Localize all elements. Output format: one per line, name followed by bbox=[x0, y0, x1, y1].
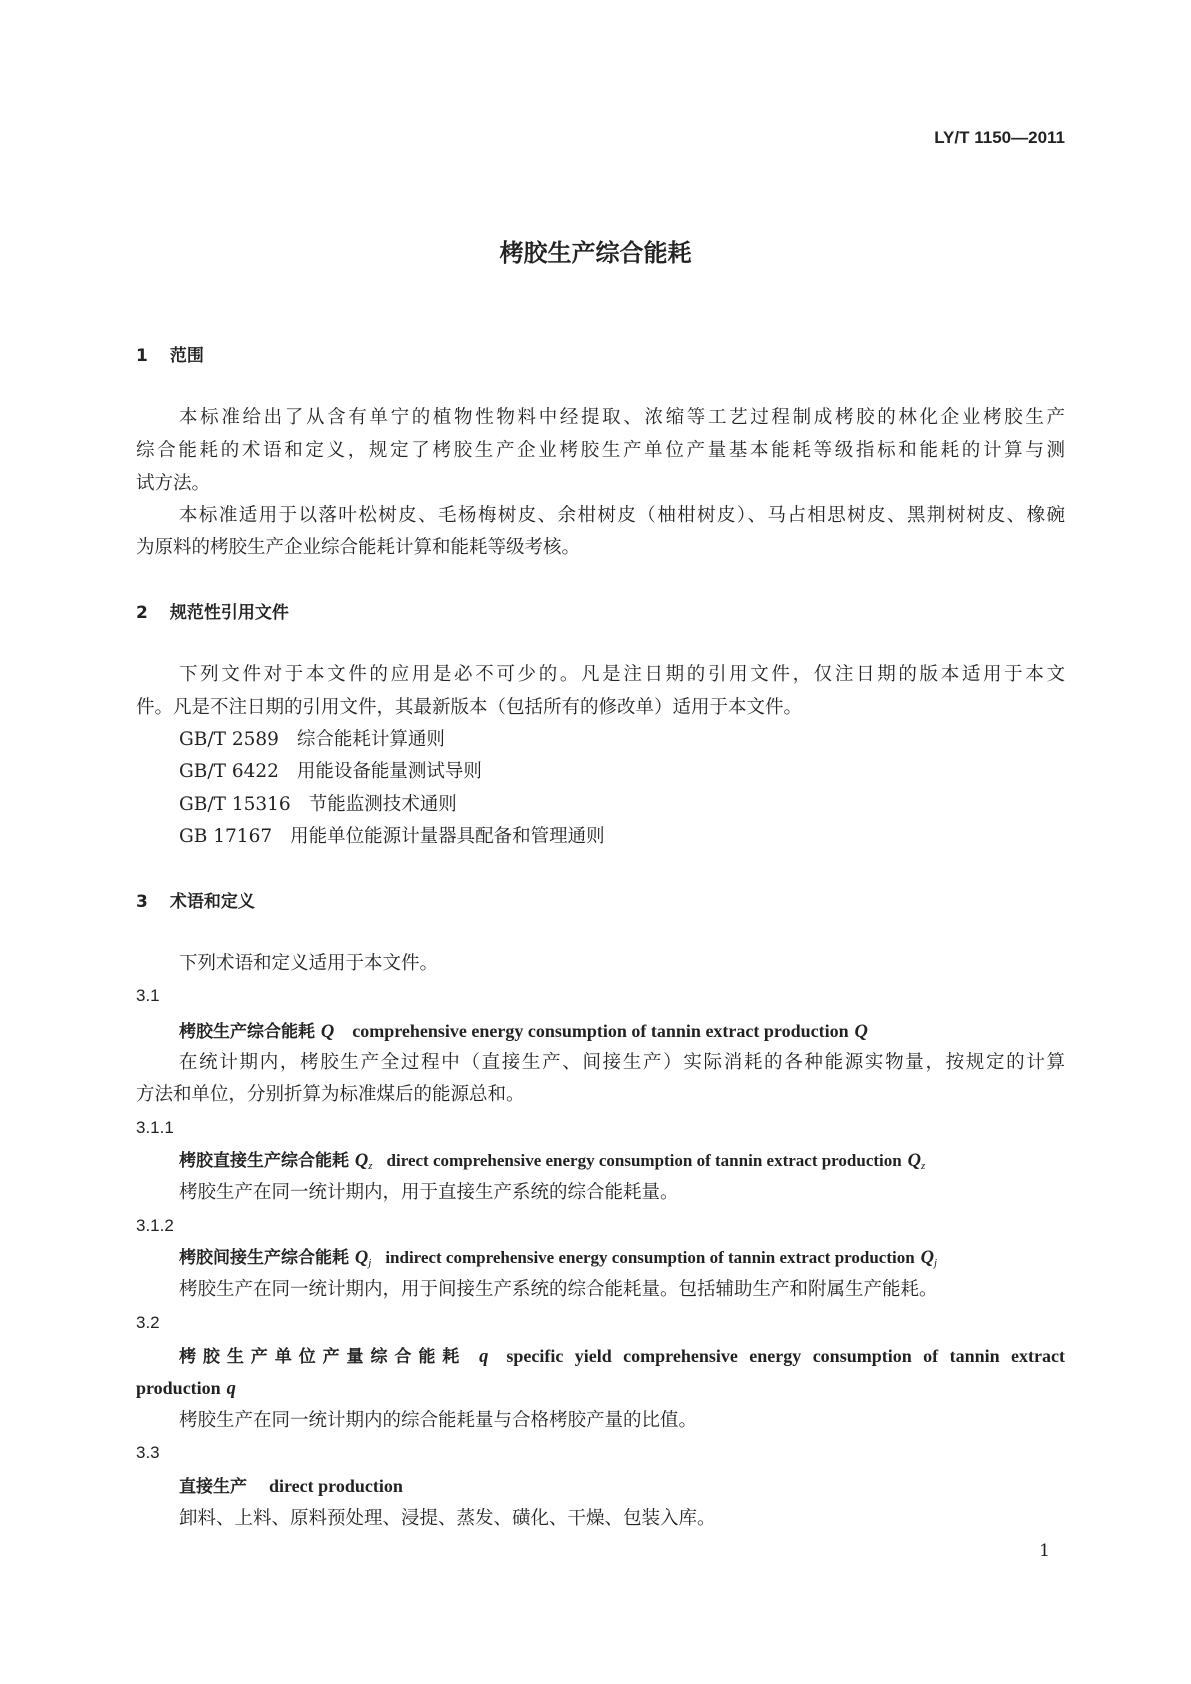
section-heading-1: 1 范围 bbox=[136, 346, 204, 366]
term-heading: 栲胶间接生产综合能耗 $Q_j$ indirect comprehensive energy consumption of tannin extract production $Q_j$ bbox=[179, 1248, 938, 1269]
term-definition: 在统计期内，栲胶生产全过程中（直接生产、间接生产）实际消耗的各种能源实物量，按规定的计算 bbox=[179, 1052, 1065, 1073]
paragraph-line: 综合能耗的术语和定义，规定了栲胶生产企业栲胶生产单位产量基本能耗等级指标和能耗的计算与测 bbox=[136, 440, 1065, 461]
paragraph-line: 件。凡是不注日期的引用文件，其最新版本（包括所有的修改单）适用于本文件。 bbox=[136, 697, 803, 718]
paragraph-line: 试方法。 bbox=[136, 473, 211, 494]
term-number: 3.1 bbox=[136, 986, 160, 1005]
term-heading: 栲胶生产单位产量综合能耗 q specific yield comprehensive energy consumption of tannin extract bbox=[179, 1346, 1066, 1367]
section-heading-2: 2 规范性引用文件 bbox=[136, 603, 289, 623]
term-definition: 卸料、上料、原料预处理、浸提、蒸发、磺化、干燥、包装入库。 bbox=[179, 1508, 716, 1529]
reference-item: GB/T 15316 节能监测技术通则 bbox=[179, 794, 457, 815]
page-title: 栲胶生产综合能耗 bbox=[499, 239, 692, 267]
page-number: 1 bbox=[1039, 1541, 1050, 1561]
term-heading: 直接生产 direct production bbox=[179, 1476, 403, 1497]
paragraph-line: 本标准给出了从含有单宁的植物性物料中经提取、浓缩等工艺过程制成栲胶的林化企业栲胶生产 bbox=[179, 407, 1065, 428]
term-heading: 栲胶直接生产综合能耗 $Q_z$ direct comprehensive energy consumption of tannin extract production $Q_z$ bbox=[179, 1151, 926, 1172]
paragraph-line: 为原料的栲胶生产企业综合能耗计算和能耗等级考核。 bbox=[136, 537, 581, 558]
paragraph-line: 下列术语和定义适用于本文件。 bbox=[179, 953, 439, 974]
reference-item: GB/T 6422 用能设备能量测试导则 bbox=[179, 761, 482, 782]
reference-item: GB 17167 用能单位能源计量器具配备和管理通则 bbox=[179, 826, 605, 847]
term-definition: 栲胶生产在同一统计期内的综合能耗量与合格栲胶产量的比值。 bbox=[179, 1410, 698, 1431]
term-number: 3.3 bbox=[136, 1443, 160, 1462]
term-definition: 方法和单位，分别折算为标准煤后的能源总和。 bbox=[136, 1084, 525, 1105]
term-number: 3.1.1 bbox=[136, 1118, 174, 1137]
reference-item: GB/T 2589 综合能耗计算通则 bbox=[179, 729, 445, 750]
term-heading-continued: production q bbox=[136, 1378, 236, 1399]
section-heading-3: 3 术语和定义 bbox=[136, 892, 255, 912]
term-number: 3.2 bbox=[136, 1313, 160, 1332]
term-number: 3.1.2 bbox=[136, 1216, 174, 1235]
term-heading: 栲胶生产综合能耗 Q comprehensive energy consumption of tannin extract production Q bbox=[179, 1021, 868, 1042]
paragraph-line: 下列文件对于本文件的应用是必不可少的。凡是注日期的引用文件，仅注日期的版本适用于本文 bbox=[179, 664, 1065, 685]
paragraph-line: 本标准适用于以落叶松树皮、毛杨梅树皮、余柑树皮（柚柑树皮）、马占相思树皮、黑荆树树皮、橡碗 bbox=[179, 505, 1065, 526]
document-code: LY/T 1150—2011 bbox=[934, 128, 1065, 147]
term-definition: 栲胶生产在同一统计期内，用于直接生产系统的综合能耗量。 bbox=[179, 1182, 679, 1203]
term-definition: 栲胶生产在同一统计期内，用于间接生产系统的综合能耗量。包括辅助生产和附属生产能耗。 bbox=[179, 1279, 938, 1300]
